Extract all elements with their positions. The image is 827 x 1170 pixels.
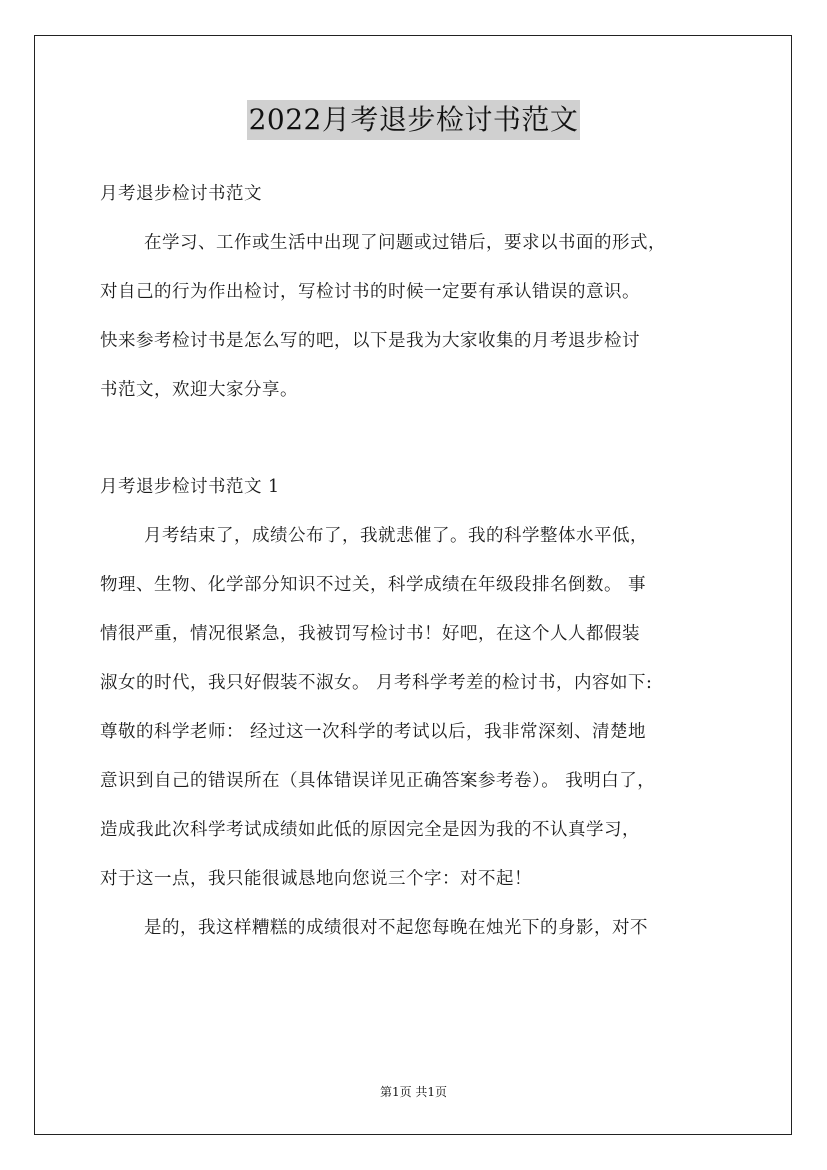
document-title: 2022月考退步检讨书范文 — [247, 100, 581, 140]
paragraph-line: 淑女的时代，我只好假装不淑女。 月考科学考差的检讨书，内容如下: — [100, 673, 653, 693]
title-container — [0, 100, 827, 140]
paragraph-line: 在学习、工作或生活中出现了问题或过错后，要求以书面的形式， — [144, 233, 666, 253]
paragraph-line: 意识到自己的错误所在（具体错误详见正确答案参考卷）。 我明白了， — [100, 771, 656, 791]
sample1-paragraph-2 — [100, 910, 740, 947]
paragraph-line: 书范文，欢迎大家分享。 — [100, 380, 298, 400]
sample1-paragraph — [100, 518, 740, 898]
paragraph-line: 造成我此次科学考试成绩如此低的原因完全是因为我的不认真学习， — [100, 820, 640, 840]
paragraph-line: 是的，我这样糟糕的成绩很对不起您每晚在烛光下的身影，对不 — [144, 918, 648, 938]
intro-paragraph — [100, 225, 740, 409]
paragraph-line: 物理、生物、化学部分知识不过关，科学成绩在年级段排名倒数。 事 — [100, 575, 647, 595]
intro-heading: 月考退步检讨书范文 — [100, 184, 262, 204]
paragraph-line: 尊敬的科学老师： 经过这一次科学的考试以后，我非常深刻、清楚地 — [100, 722, 647, 742]
paragraph-line: 情很严重，情况很紧急，我被罚写检讨书！好吧，在这个人人都假装 — [100, 624, 640, 644]
paragraph-line: 对自己的行为作出检讨，写检讨书的时候一定要有承认错误的意识。 — [100, 282, 640, 302]
page-footer: 第1页 共1页 — [379, 1085, 448, 1099]
document-body — [100, 176, 740, 947]
paragraph-line: 对于这一点，我只能很诚恳地向您说三个字：对不起！ — [100, 869, 532, 889]
paragraph-line: 快来参考检讨书是怎么写的吧，以下是我为大家收集的月考退步检讨 — [100, 331, 640, 351]
sample1-heading: 月考退步检讨书范文 1 — [100, 477, 280, 497]
paragraph-line: 月考结束了，成绩公布了，我就悲催了。我的科学整体水平低， — [144, 526, 648, 546]
